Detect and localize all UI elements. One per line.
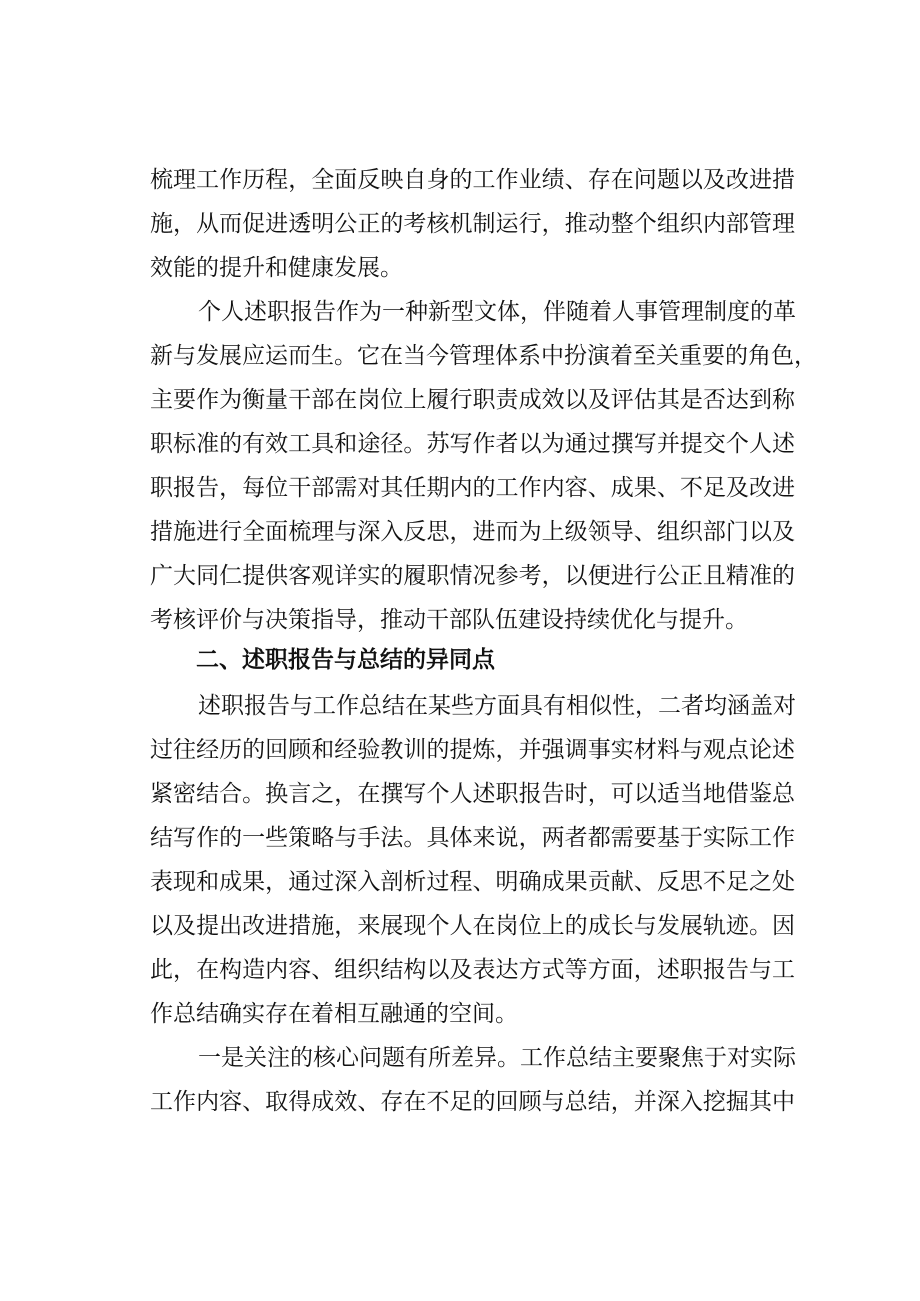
line-text: 主要作为衡量干部在岗位上履行职责成效以及评估其是否达到称 — [150, 387, 795, 413]
text-line — [0, 556, 920, 596]
line-text: 个人述职报告作为一种新型文体，伴随着人事管理制度的革 — [198, 299, 796, 325]
line-text: 广大同仁提供客观详实的履职情况参考，以便进行公正且精准的 — [150, 563, 795, 589]
line-text: 一是关注的核心问题有所差异。工作总结主要聚焦于对实际 — [198, 1045, 796, 1071]
line-text: 表现和成果，通过深入剖析过程、明确成果贡献、反思不足之处 — [150, 869, 795, 895]
text-line — [0, 862, 920, 902]
section-heading-text: 二、述职报告与总结的异同点 — [196, 647, 495, 673]
line-text: 述职报告与工作总结在某些方面具有相似性，二者均涵盖对 — [198, 693, 796, 719]
text-line — [0, 1038, 920, 1078]
text-line — [0, 730, 920, 770]
text-line — [0, 380, 920, 420]
text-line — [0, 424, 920, 464]
text-line — [0, 686, 920, 726]
text-line — [0, 600, 920, 640]
line-text: 工作内容、取得成效、存在不足的回顾与总结，并深入挖掘其中 — [150, 1089, 795, 1115]
line-text: 结写作的一些策略与手法。具体来说，两者都需要基于实际工作 — [150, 825, 795, 851]
text-line — [0, 994, 920, 1034]
line-text: 梳理工作历程，全面反映自身的工作业绩、存在问题以及改进措 — [150, 167, 795, 193]
line-text: 考核评价与决策指导，推动干部队伍建设持续优化与提升。 — [150, 607, 748, 633]
line-text: 职标准的有效工具和途径。苏写作者以为通过撰写并提交个人述 — [150, 431, 795, 457]
line-text: 紧密结合。换言之，在撰写个人述职报告时，可以适当地借鉴总 — [150, 781, 795, 807]
section-heading — [0, 640, 920, 680]
line-text: 作总结确实存在着相互融通的空间。 — [150, 1001, 518, 1027]
line-text: 以及提出改进措施，来展现个人在岗位上的成长与发展轨迹。因 — [150, 913, 795, 939]
text-line — [0, 336, 920, 376]
line-text: 新与发展应运而生。它在当今管理体系中扮演着至关重要的角色， — [150, 343, 817, 369]
text-line — [0, 292, 920, 332]
line-text: 过往经历的回顾和经验教训的提炼，并强调事实材料与观点论述 — [150, 737, 795, 763]
line-text: 职报告，每位干部需对其任期内的工作内容、成果、不足及改进 — [150, 475, 795, 501]
text-line — [0, 512, 920, 552]
line-text: 措施进行全面梳理与深入反思，进而为上级领导、组织部门以及 — [150, 519, 795, 545]
line-text: 施，从而促进透明公正的考核机制运行，推动整个组织内部管理 — [150, 211, 795, 237]
text-line — [0, 774, 920, 814]
text-line — [0, 248, 920, 288]
line-text: 此，在构造内容、组织结构以及表达方式等方面，述职报告与工 — [150, 957, 795, 983]
text-line — [0, 1082, 920, 1122]
text-line — [0, 906, 920, 946]
text-line — [0, 818, 920, 858]
text-line — [0, 204, 920, 244]
text-line — [0, 160, 920, 200]
text-line — [0, 950, 920, 990]
line-text: 效能的提升和健康发展。 — [150, 255, 403, 281]
text-line — [0, 468, 920, 508]
